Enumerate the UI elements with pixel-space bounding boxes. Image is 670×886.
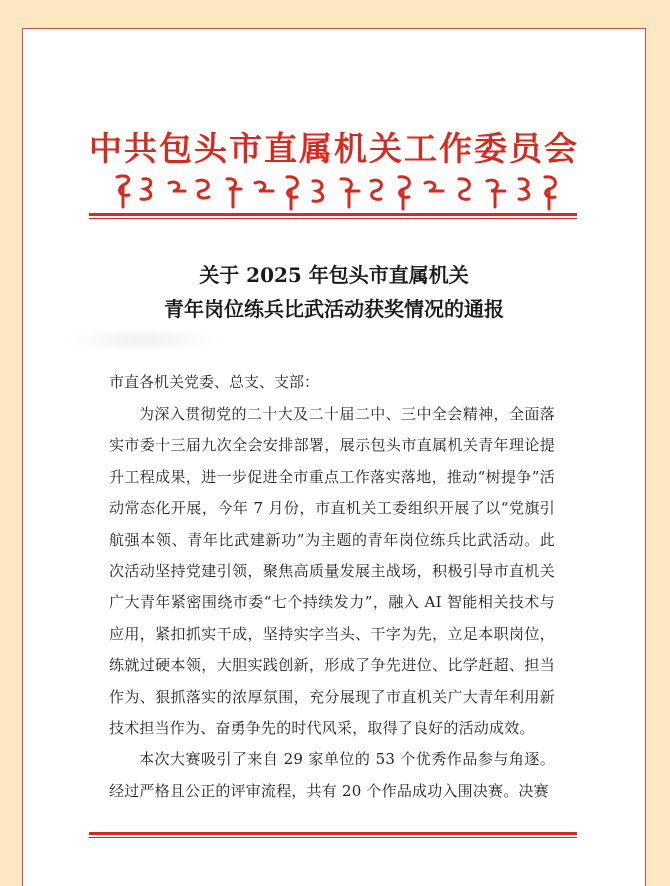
body-paragraph: 本次大赛吸引了来自 29 家单位的 53 个优秀作品参与角逐。经过严格且公正的评审流程，共有 20 个作品成功入围决赛。决赛 [109,750,555,800]
document-page [22,28,646,886]
footer-divider [89,832,577,838]
salutation: 市直各机关党委、总支、支部： [109,373,320,391]
document-title-line-1: 关于 2025 年包头市直属机关 [199,263,469,287]
scan-smudge [63,327,223,353]
document-body [109,399,555,807]
mongolian-script-line [109,167,569,215]
document-title-line-2: 青年岗位练兵比武活动获奖情况的通报 [164,297,504,321]
body-paragraph: 为深入贯彻党的二十大及二十届二中、三中全会精神，全面落实市委十三届九次全会安排部署，展示包头市直属机关青年理论提升工程成果，进一步促进全市重点工作落实落地，推动“树提争”活动常态化开展，今年 7 月份，市直机关工委组织开展了以“党旗引航强本领、青年比武建新功”为主题的青年岗位练兵比武活动。此次活动坚持党建引领，聚焦高质量发展主战场，积极引导市直机关广大青年紧密围绕市委“七个持续发力”，融入 AI 智能相关技术与应用，紧扣抓实干成，坚持实字当头、干字为先，立足本职岗位，练就过硬本领，大胆实践创新，形成了争先进位、比学赶超、担当作为、狠抓落实的浓厚氛围，充分展现了市直机关广大青年利用新技术担当作为、奋勇争先的时代风采，取得了良好的活动成效。 [109,405,555,738]
letterhead-organization-name: 中共包头市直属机关工作委员会 [89,129,579,168]
header-divider [89,213,577,219]
